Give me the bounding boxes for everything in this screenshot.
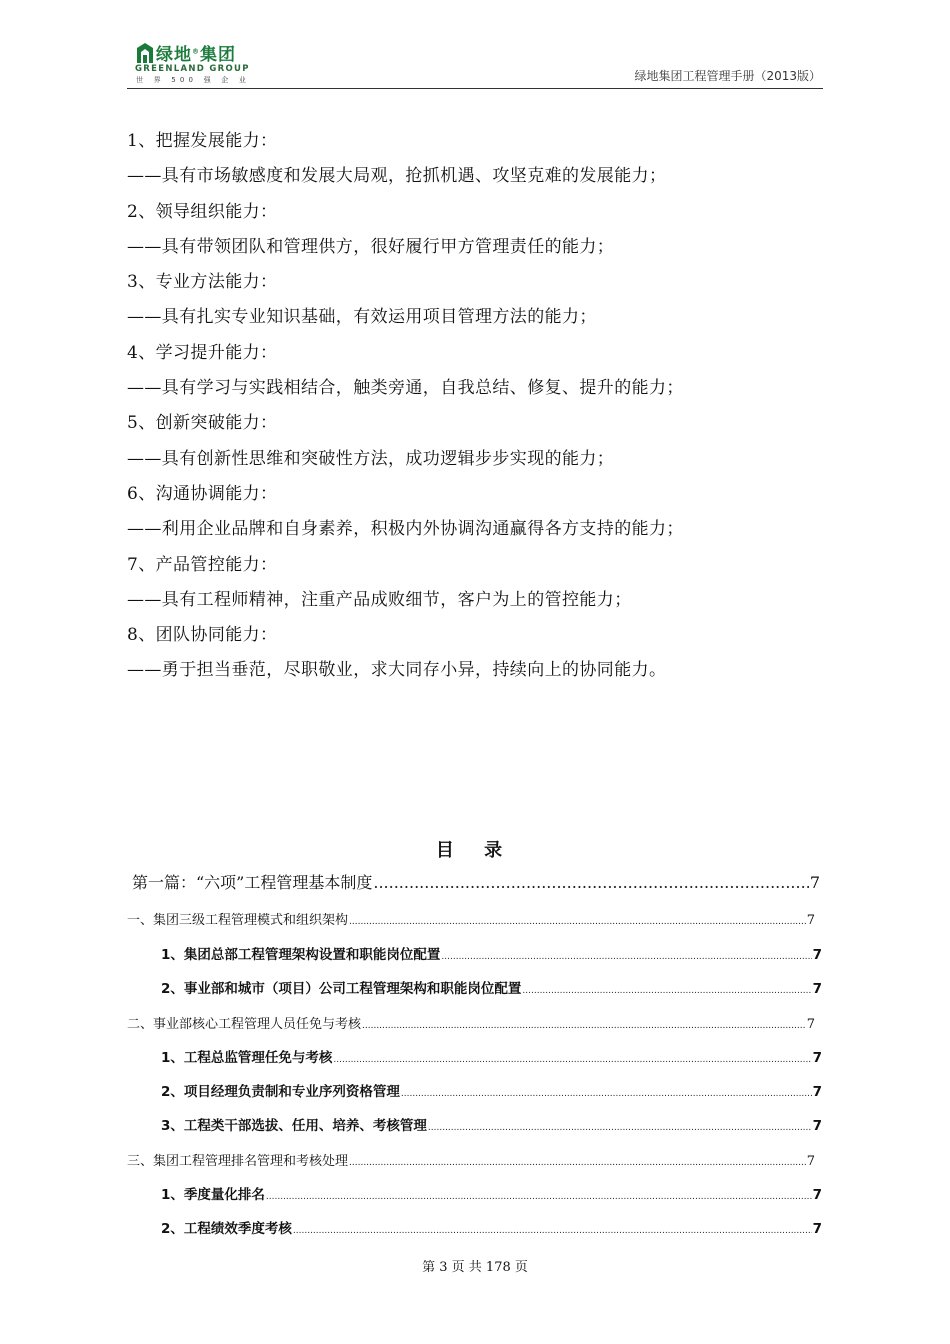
ability-description: ——具有学习与实践相结合，触类旁通，自我总结、修复、提升的能力； xyxy=(127,378,684,399)
toc-entry[interactable] xyxy=(127,909,815,928)
toc-entry-text: 第一篇：“六项”工程管理基本制度 xyxy=(132,873,373,892)
toc-entry-text: 1、季度量化排名 xyxy=(161,1187,265,1203)
ability-description: ——利用企业品牌和自身素养，积极内外协调沟通赢得各方支持的能力； xyxy=(127,519,684,540)
toc-entry-text: 三、集团工程管理排名管理和考核处理 xyxy=(127,1154,349,1169)
toc-leader-dots xyxy=(373,873,808,892)
page-footer: 第 3 页 共 178 页 xyxy=(422,1260,528,1275)
toc-leader-dots xyxy=(293,1221,812,1237)
toc-leader-dots xyxy=(522,981,811,997)
toc-leader-dots xyxy=(349,913,806,928)
toc-entry[interactable] xyxy=(161,1114,822,1134)
toc-entry[interactable] xyxy=(161,1046,822,1066)
toc-entry-text: 1、集团总部工程管理架构设置和职能岗位配置 xyxy=(161,947,441,963)
ability-list xyxy=(127,124,827,689)
toc-entry-text: 二、事业部核心工程管理人员任免与考核 xyxy=(127,1017,362,1032)
logo-tagline: 世 界 500 强 企 业 xyxy=(136,76,251,84)
ability-item xyxy=(127,124,827,195)
toc-entry[interactable] xyxy=(161,1183,822,1203)
toc-leader-dots xyxy=(266,1187,812,1203)
greenland-logo-mark-icon xyxy=(135,42,155,64)
toc-page-number: 7 xyxy=(812,1084,822,1100)
ability-description: ——具有市场敏感度和发展大局观，抢抓机遇、攻坚克难的发展能力； xyxy=(127,166,667,187)
toc-page-number: 7 xyxy=(812,1221,822,1237)
toc-heading: 目 录 xyxy=(435,840,515,861)
toc-entry[interactable] xyxy=(127,1150,815,1169)
greenland-logo xyxy=(135,40,255,84)
logo-english-name: GREENLAND GROUP xyxy=(135,64,250,74)
ability-title: 5、创新突破能力： xyxy=(127,413,278,434)
toc-page-number: 7 xyxy=(812,1187,822,1203)
ability-title: 8、团队协同能力： xyxy=(127,625,278,646)
toc-entry-text: 2、项目经理负责制和专业序列资格管理 xyxy=(161,1084,400,1100)
logo-chinese-name: 绿地®集团 xyxy=(156,45,236,65)
toc-page-number: 7 xyxy=(812,1050,822,1066)
ability-title: 6、沟通协调能力： xyxy=(127,483,278,504)
toc-entry[interactable] xyxy=(161,1080,822,1100)
toc-entry-text: 2、工程绩效季度考核 xyxy=(161,1221,292,1237)
toc-entry-text: 1、工程总监管理任免与考核 xyxy=(161,1050,333,1066)
ability-description: ——具有工程师精神，注重产品成败细节，客户为上的管控能力； xyxy=(127,589,632,610)
ability-title: 1、把握发展能力： xyxy=(127,131,278,151)
toc-entry[interactable] xyxy=(161,943,822,963)
toc-leader-dots xyxy=(441,947,811,963)
ability-title: 3、专业方法能力： xyxy=(127,272,278,293)
toc-page-number: 7 xyxy=(806,1017,815,1032)
toc-entry[interactable] xyxy=(132,870,820,893)
ability-title: 4、学习提升能力： xyxy=(127,342,278,363)
toc-entry-text: 3、工程类干部选拔、任用、培养、考核管理 xyxy=(161,1118,427,1134)
page-header xyxy=(127,38,823,89)
ability-item xyxy=(127,618,827,689)
toc-entry[interactable] xyxy=(161,977,822,997)
ability-item xyxy=(127,406,827,477)
toc-page-number: 7 xyxy=(806,913,815,928)
ability-title: 2、领导组织能力： xyxy=(127,201,278,222)
ability-item xyxy=(127,477,827,548)
ability-item xyxy=(127,548,827,619)
toc-entry-text: 一、集团三级工程管理模式和组织架构 xyxy=(127,913,349,928)
toc-entry-text: 2、事业部和城市（项目）公司工程管理架构和职能岗位配置 xyxy=(161,981,522,997)
toc-leader-dots xyxy=(428,1118,812,1134)
toc-page-number: 7 xyxy=(812,1118,822,1134)
ability-description: ——具有带领团队和管理供方，很好履行甲方管理责任的能力； xyxy=(127,236,615,257)
ability-item xyxy=(127,336,827,407)
ability-description: ——具有创新性思维和突破性方法，成功逻辑步步实现的能力； xyxy=(127,448,615,469)
toc-leader-dots xyxy=(401,1084,812,1100)
toc-leader-dots xyxy=(333,1050,811,1066)
toc-leader-dots xyxy=(362,1017,806,1032)
toc-page-number: 7 xyxy=(806,1154,815,1169)
ability-item xyxy=(127,265,827,336)
ability-description: ——勇于担当垂范，尽职敬业，求大同存小异，持续向上的协同能力。 xyxy=(127,660,667,681)
toc-page-number: 7 xyxy=(812,981,822,997)
ability-title: 7、产品管控能力： xyxy=(127,554,278,575)
ability-description: ——具有扎实专业知识基础，有效运用项目管理方法的能力； xyxy=(127,307,597,328)
toc-page-number: 7 xyxy=(812,947,822,963)
document-title: 绿地集团工程管理手册（2013版） xyxy=(634,69,821,83)
ability-item xyxy=(127,195,827,266)
toc-entry[interactable] xyxy=(161,1217,822,1237)
toc-entry[interactable] xyxy=(127,1013,815,1032)
toc-leader-dots xyxy=(349,1154,806,1169)
toc-page-number: 7 xyxy=(809,873,820,892)
